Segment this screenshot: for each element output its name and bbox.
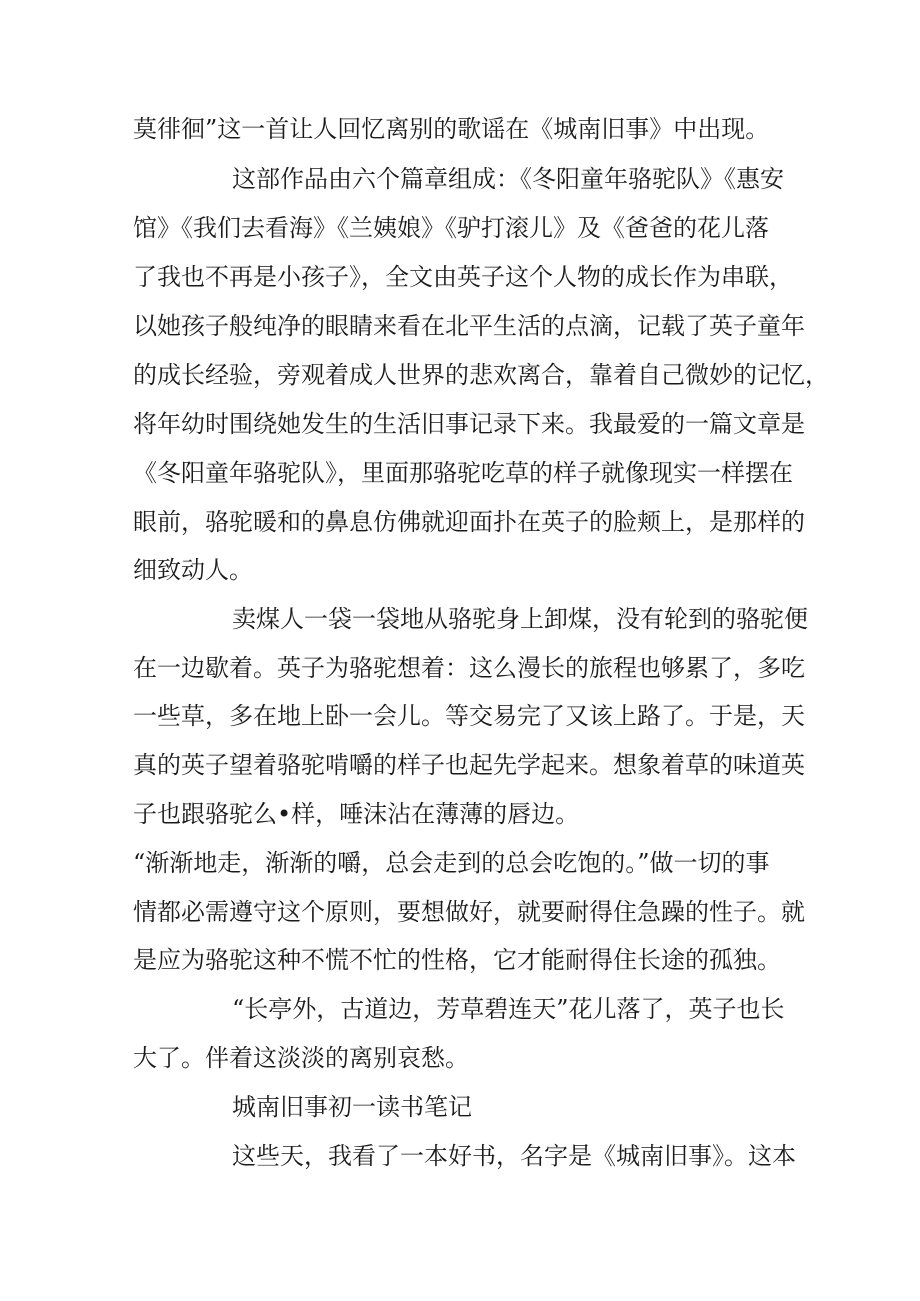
text-line: “渐渐地走，渐渐的嚼，总会走到的总会吃饱的。”做一切的事 — [133, 849, 770, 877]
text-line: 真的英子望着骆驼啃嚼的样子也起先学起来。想象着草的味道英 — [133, 751, 805, 779]
section-heading: 城南旧事初一读书笔记 — [232, 1093, 472, 1121]
text-line: 馆》《我们去看海》《兰姨娘》《驴打滚儿》及《爸爸的花儿落 — [133, 214, 769, 242]
text-line: 细致动人。 — [133, 556, 253, 584]
text-line: 一些草，多在地上卧一会儿。等交易完了又该上路了。于是，天 — [133, 702, 805, 730]
text-line: 的成长经验，旁观着成人世界的悲欢离合，靠着自己微妙的记忆， — [133, 361, 829, 389]
text-line: 这些天，我看了一本好书，名字是《城南旧事》。这本 — [232, 1142, 796, 1170]
text-line: 了我也不再是小孩子》，全文由英子这个人物的成长作为串联， — [133, 263, 793, 291]
text-line: 将年幼时围绕她发生的生活旧事记录下来。我最爱的一篇文章是 — [133, 410, 805, 438]
text-line: “长亭外，古道边，芳草碧连天”花儿落了，英子也长 — [232, 995, 785, 1023]
text-line: 以她孩子般纯净的眼睛来看在北平生活的点滴，记载了英子童年 — [133, 312, 805, 340]
text-line: 莫徘徊”这一首让人回忆离别的歌谣在《城南旧事》中出现。 — [133, 115, 770, 143]
text-line: 眼前，骆驼暖和的鼻息仿佛就迎面扑在英子的脸颊上，是那样的 — [133, 508, 805, 536]
text-line: 这部作品由六个篇章组成：《冬阳童年骆驼队》《惠安 — [232, 165, 784, 193]
text-line: 大了。伴着这淡淡的离别哀愁。 — [133, 1044, 469, 1072]
text-line: 是应为骆驼这种不慌不忙的性格，它才能耐得住长途的孤独。 — [133, 946, 781, 974]
text-line: 《冬阳童年骆驼队》，里面那骆驼吃草的样子就像现实一样摆在 — [133, 459, 793, 487]
text-line: 子也跟骆驼么•样，唾沫沾在薄薄的唇边。 — [133, 800, 580, 828]
text-line: 在一边歇着。英子为骆驼想着：这么漫长的旅程也够累了，多吃 — [133, 654, 805, 682]
text-line: 卖煤人一袋一袋地从骆驼身上卸煤，没有轮到的骆驼便 — [232, 605, 808, 633]
text-line: 情都必需遵守这个原则，要想做好，就要耐得住急躁的性子。就 — [133, 898, 805, 926]
